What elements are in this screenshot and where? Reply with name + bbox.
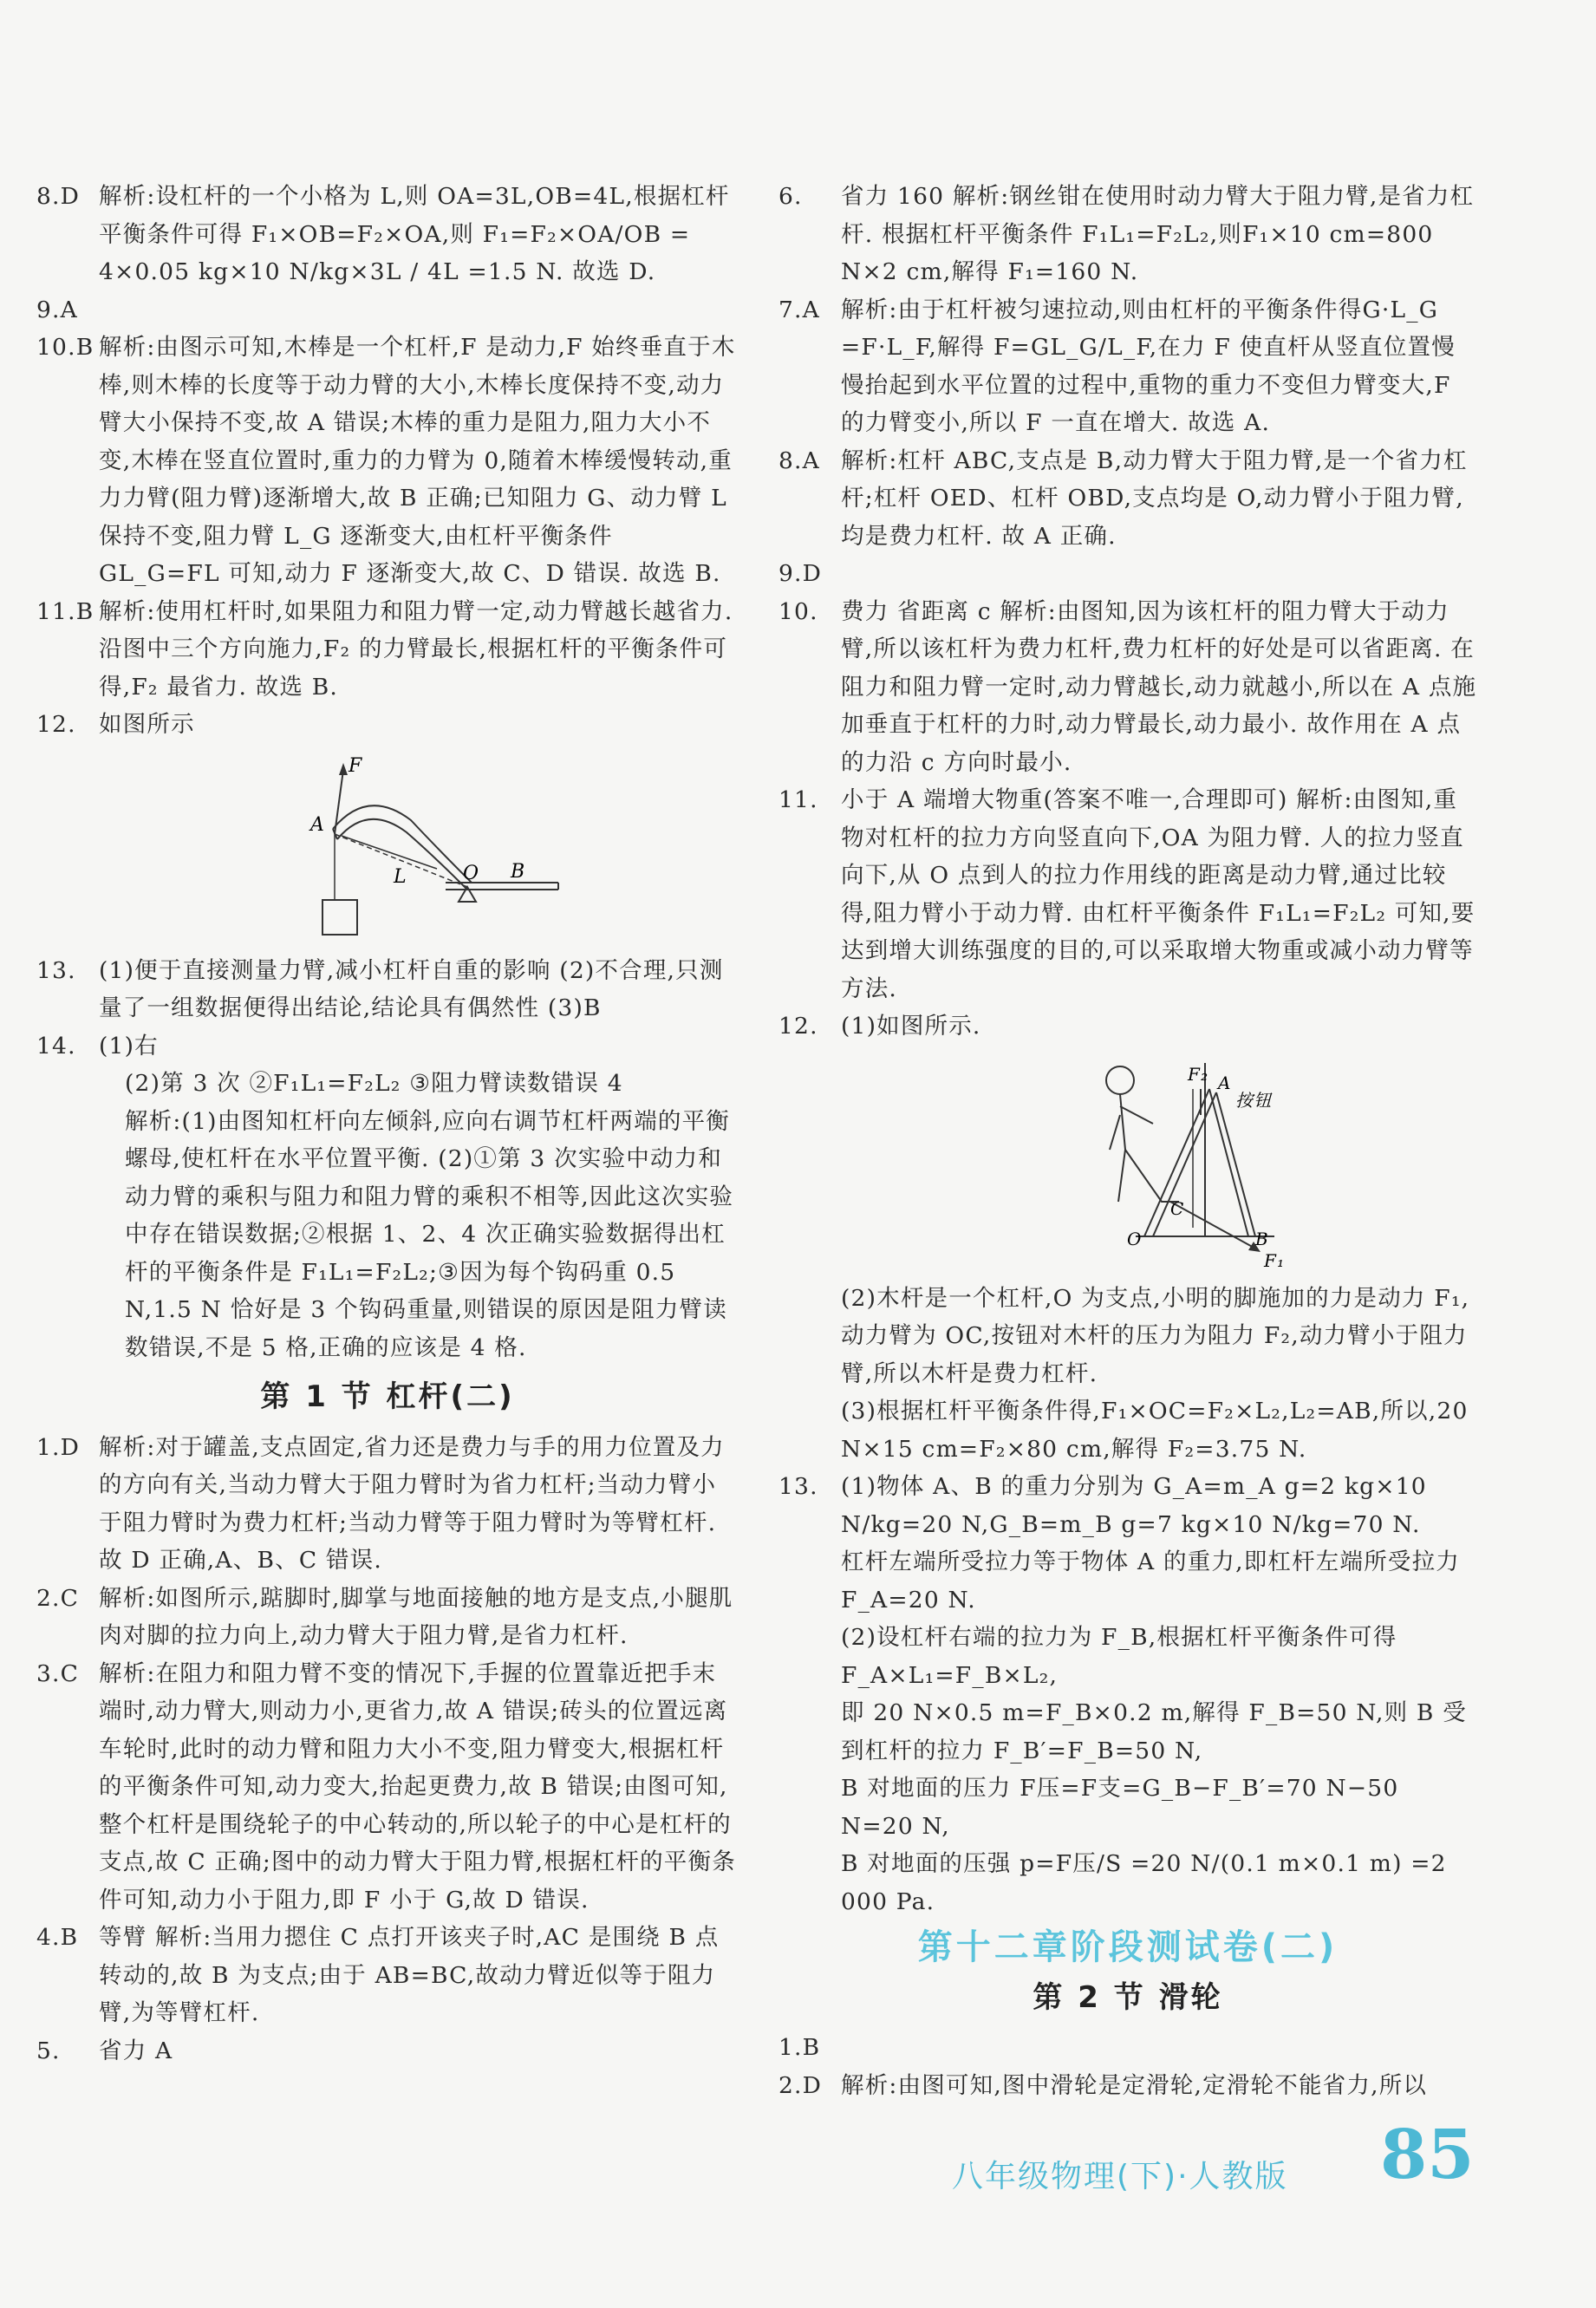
answer-text: 即 20 N×0.5 m=F_B×0.2 m,解得 F_B=50 N,则 B 受到杠杆的拉力 F_B′=F_B=50 N, (841, 1699, 1467, 1764)
answer-number: 1.B (778, 2034, 821, 2061)
figure-label: O (1127, 1228, 1143, 1249)
left-column (36, 178, 739, 2070)
answer-text: (2)第 3 次 ②F₁L₁=F₂L₂ ③阻力臂读数错误 4 (125, 1070, 623, 1097)
answer-text: 杠杆左端所受拉力等于物体 A 的重力,即杠杆左端所受拉力 F_A=20 N. (841, 1548, 1461, 1614)
answer-number: 2.D (778, 2071, 823, 2099)
answer-item (36, 1027, 739, 1367)
answer-number: 10.B (36, 334, 94, 361)
answer-text: 等臂 解析:当用力摁住 C 点打开该夹子时,AC 是围绕 B 点转动的,故 B 为支点;由于 AB=BC,故动力臂近似等于阻力臂,为等臂杠杆. (99, 1924, 720, 2026)
answer-item (36, 1580, 739, 1655)
answer-number: 7.A (778, 296, 821, 323)
answer-item (36, 178, 739, 291)
answer-text: 省力 A (99, 2037, 173, 2064)
figure-label: A (310, 813, 326, 836)
answer-number: 5. (36, 2037, 61, 2064)
lever-diagram-right-12 (1101, 1054, 1361, 1271)
answer-item (778, 178, 1477, 291)
answer-item (36, 593, 739, 707)
answer-item (36, 952, 739, 1027)
answer-text: 解析:由图可知,图中滑轮是定滑轮,定滑轮不能省力,所以 (841, 2071, 1428, 2099)
chapter-test-title: 第十二章阶段测试卷(二) (917, 1927, 1339, 1967)
section-title-pulley: 第 2 节 滑轮 (1033, 1979, 1223, 2015)
answer-item (778, 1468, 1477, 1920)
answer-text: 解析:由图示可知,木棒是一个杠杆,F 是动力,F 始终垂直于木棒,则木棒的长度等于动力臂的大小,木棒长度保持不变,动力臂大小保持不变,故 A 错误;木棒的重力是阻力,阻力大小不变,木棒在竖直位置时,重力的力臂为 0,随着木棒缓慢转动,重力力臂(阻力臂)逐渐增大,故 B 正确;已知阻力 G、动力臂 L 保持不变,阻力臂 L_G 逐渐变大,由杠杆平衡条件 GL_G=FL 可知,动力 F 逐渐变大,故 C、D 错误. 故选 B. (99, 334, 736, 587)
footer (952, 2116, 1475, 2194)
answer-text: 解析:(1)由图知杠杆向左倾斜,应向右调节杠杆两端的平衡螺母,使杠杆在水平位置平衡. (2)①第 3 次实验中动力和动力臂的乘积与阻力和阻力臂的乘积不相等,因此这次实验中存在错误数据;②根据 1、2、4 次正确实验数据得出杠杆的平衡条件是 F₁L₁=F₂L₂;③因为每个钩码重 0.5 N,1.5 N 恰好是 3 个钩码重量,则错误的原因是阻力臂读数错误,不是 5 格,正确的应该是 4 格. (125, 1107, 734, 1361)
answer-text: 如图所示 (99, 711, 195, 738)
answer-text: 解析:杠杆 ABC,支点是 B,动力臂大于阻力臂,是一个省力杠杆;杠杆 OED、杠杆 OBD,支点均是 O,动力臂小于阻力臂,均是费力杠杆. 故 A 正确. (841, 447, 1468, 550)
answer-item (778, 781, 1477, 1007)
answer-item (36, 329, 739, 593)
answer-number: 2.C (36, 1584, 80, 1612)
answer-text: 费力 省距离 c 解析:由图知,因为该杠杆的阻力臂大于动力臂,所以该杠杆为费力杠杆,费力杠杆的好处是可以省距离. 在阻力和阻力臂一定时,动力臂越长,动力就越小,所以在 A 点施加垂直于杠杆的力时,动力臂最长,动力最小. 故作用在 A 点的力沿 c 方向时最小. (841, 597, 1477, 776)
answer-text: 解析:使用杠杆时,如果阻力和阻力臂一定,动力臂越长越省力. 沿图中三个方向施力,F₂ 的力臂最长,根据杠杆的平衡条件可得,F₂ 最省力. 故选 B. (99, 597, 733, 701)
answer-text: 解析:如图所示,踮脚时,脚掌与地面接触的地方是支点,小腿肌肉对脚的拉力向上,动力臂大于阻力臂,是省力杠杆. (99, 1584, 733, 1649)
answer-number: 12. (36, 711, 76, 738)
figure-label: C (1170, 1197, 1185, 1219)
answer-number: 3.C (36, 1659, 80, 1687)
answer-text (841, 2029, 1477, 2067)
answer-number: 12. (778, 1013, 818, 1040)
answer-item (778, 291, 1477, 442)
page-number: 85 (1380, 2116, 1475, 2194)
answer-text: (2)木杆是一个杠杆,O 为支点,小明的脚施加的力是动力 F₁,动力臂为 OC,按钮对木杆的压力为阻力 F₂,动力臂小于阻力臂,所以木杆是费力杠杆. (841, 1284, 1470, 1387)
right-column (778, 178, 1477, 2104)
answer-number: 6. (778, 183, 803, 210)
figure-label: O (463, 862, 480, 884)
answer-item (778, 1007, 1477, 1468)
answer-item (36, 1655, 739, 1920)
answer-number: 10. (778, 597, 818, 625)
answer-number: 11.B (36, 597, 94, 625)
answer-text: (3)根据杠杆平衡条件得,F₁×OC=F₂×L₂,L₂=AB,所以,20 N×15 cm=F₂×80 cm,解得 F₂=3.75 N. (841, 1398, 1469, 1463)
answer-text (99, 291, 739, 329)
answer-item (36, 706, 739, 943)
figure-label: F₁ (1264, 1249, 1286, 1271)
figure-label: F₂ (1188, 1063, 1209, 1085)
answer-item (36, 291, 739, 329)
answer-number: 4.B (36, 1924, 79, 1951)
answer-number: 9.D (778, 560, 823, 587)
figure-label: F (349, 754, 363, 777)
answer-item (778, 2067, 1477, 2105)
answer-text: 解析:在阻力和阻力臂不变的情况下,手握的位置靠近把手末端时,动力臂大,则动力小,更省力,故 A 错误;砖头的位置远离车轮时,此时的动力臂和阻力大小不变,阻力臂变大,根据杠杆的平衡条件可知,动力变大,抬起更费力,故 B 错误;由图可知,整个杠杆是围绕轮子的中心转动的,所以轮子的中心是杠杆的支点,故 C 正确;图中的动力臂大于阻力臂,根据杠杆的平衡条件可知,动力小于阻力,即 F 小于 G,故 D 错误. (99, 1659, 736, 1914)
figure-label: B (1255, 1228, 1269, 1249)
answer-number: 8.D (36, 183, 81, 210)
answer-text: B 对地面的压强 p=F压/S =20 N/(0.1 m×0.1 m) =2 000 Pa. (841, 1850, 1447, 1915)
answer-number: 9.A (36, 296, 79, 323)
figure-label: L (394, 865, 407, 888)
answer-number: 11. (778, 786, 818, 813)
answer-item (778, 593, 1477, 782)
answer-number: 13. (778, 1473, 818, 1500)
figure-label: 按钮 (1235, 1089, 1273, 1111)
answer-number: 14. (36, 1032, 76, 1059)
section-title-lever-2: 第 1 节 杠杆(二) (260, 1379, 515, 1414)
answer-item (36, 1429, 739, 1580)
answer-text: (1)物体 A、B 的重力分别为 G_A=m_A g=2 kg×10 N/kg=20 N,G_B=m_B g=7 kg×10 N/kg=70 N. (841, 1473, 1427, 1538)
answer-text (841, 555, 1477, 593)
answer-text: (2)设杠杆右端的拉力为 F_B,根据杠杆平衡条件可得 F_A×L₁=F_B×L₂, (841, 1624, 1397, 1689)
answer-text: 省力 160 解析:钢丝钳在使用时动力臂大于阻力臂,是省力杠杆. 根据杠杆平衡条件 F₁L₁=F₂L₂,则F₁×10 cm=800 N×2 cm,解得 F₁=160 N. (841, 183, 1475, 285)
lever-diagram-12 (298, 753, 584, 943)
answer-text: 解析:设杠杆的一个小格为 L,则 OA=3L,OB=4L,根据杠杆平衡条件可得 F₁×OB=F₂×OA,则 F₁=F₂×OA/OB = (99, 183, 730, 248)
answer-number: 8.A (778, 447, 821, 474)
answer-text: 解析:由于杠杆被匀速拉动,则由杠杆的平衡条件得G·L_G =F·L_F,解得 F=GL_G/L_F,在力 F 使直杆从竖直位置慢慢抬起到水平位置的过程中,重物的重力不变但力臂变大,F 的力臂变小,所以 F 一直在增大. 故选 A. (841, 296, 1456, 436)
answer-item (36, 2032, 739, 2070)
answer-number: 1.D (36, 1433, 81, 1461)
footer-grade-label: 八年级物理(下)·人教版 (952, 2159, 1288, 2194)
answer-text: 解析:对于罐盖,支点固定,省力还是费力与手的用力位置及力的方向有关,当动力臂大于阻力臂时为省力杠杆;当动力臂小于阻力臂时为费力杠杆;当动力臂等于阻力臂时为等臂杠杆. 故 D 正确,A、B、C 错误. (99, 1433, 725, 1574)
answer-item (778, 555, 1477, 593)
answer-text: (1)便于直接测量力臂,减小杠杆自重的影响 (2)不合理,只测量了一组数据便得出结论,结论具有偶然性 (3)B (99, 956, 724, 1021)
answer-item (778, 2029, 1477, 2067)
figure-label: B (511, 860, 526, 883)
answer-text: (1)右 (99, 1032, 159, 1059)
answer-text: 4×0.05 kg×10 N/kg×3L / 4L =1.5 N. 故选 D. (99, 258, 656, 285)
answer-text: 小于 A 端增大物重(答案不唯一,合理即可) 解析:由图知,重物对杠杆的拉力方向竖直向下,OA 为阻力臂. 人的拉力竖直向下,从 O 点到人的拉力作用线的距离是动力臂,通过比较得,阻力臂小于动力臂. 由杠杆平衡条件 F₁L₁=F₂L₂ 可知,要达到增大训练强度的目的,可以采取增大物重或减小动力臂等方法. (841, 786, 1475, 1002)
answer-text: (1)如图所示. (841, 1013, 981, 1040)
answer-number: 13. (36, 956, 76, 984)
answer-item (778, 442, 1477, 556)
figure-label: A (1218, 1072, 1232, 1093)
answer-text: B 对地面的压力 F压=F支=G_B−F_B′=70 N−50 N=20 N, (841, 1775, 1399, 1840)
answer-item (36, 1919, 739, 2032)
